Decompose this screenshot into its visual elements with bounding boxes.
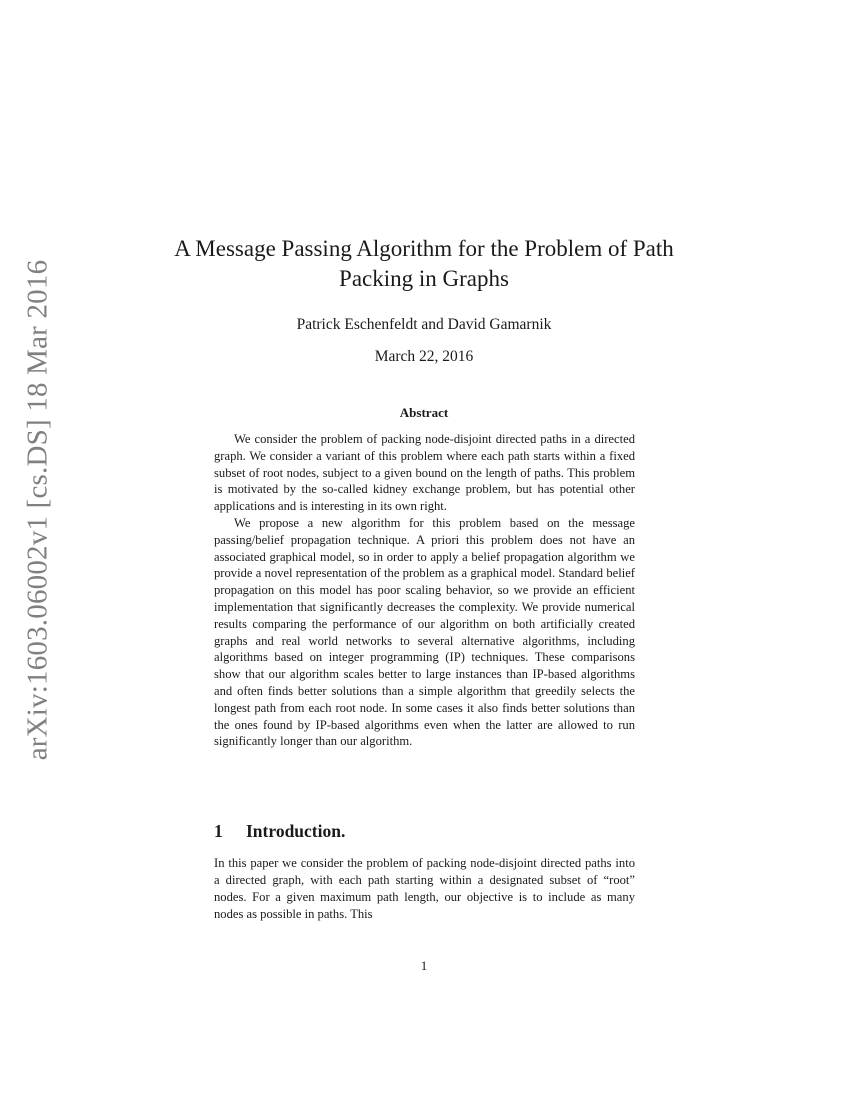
introduction-paragraph: In this paper we consider the problem of packing node-disjoint directed paths into a directed graph, with each path starting within a designated subset of “root” nodes. For a given maximum path length, our objective is to include as many nodes as possible in paths. This: [214, 856, 635, 921]
paper-title: A Message Passing Algorithm for the Problem of Path Packing in Graphs: [174, 236, 674, 291]
arxiv-identifier-text: arXiv:1603.06002v1 [cs.DS] 18 Mar 2016: [21, 259, 54, 761]
arxiv-identifier-stamp: [20, 259, 56, 761]
abstract-paragraph: We consider the problem of packing node-disjoint directed paths in a directed graph. We consider a variant of this problem where each path starts within a fixed subset of root nodes, subject to a given bound on the length of paths. This problem is motivated by the so-called kidney exchange problem, but has potential other applications and is interesting in its own right.: [214, 432, 635, 514]
section-number: 1: [214, 821, 223, 841]
abstract-paragraph: We propose a new algorithm for this problem based on the message passing/belief propagation technique. A priori this problem does not have an associated graphical model, so in order to apply a belief propagation algorithm we provide a novel representation of the problem as a graphical model. Standard belief propagation on this model has poor scaling behavior, so we provide an efficient implementation that significantly decreases the complexity. We provide numerical results comparing the performance of our algorithm on both artificially created graphs and real world networks to several alternative algorithms, including algorithms based on integer programming (IP) techniques. These comparisons show that our algorithm scales better to large instances than IP-based algorithms and often finds better solutions than a simple algorithm that greedily selects the longest path from each root node. In some cases it also finds better solutions than the ones found by IP-based algorithms even when the latter are allowed to run significantly longer than our algorithm.: [214, 515, 635, 749]
section-title: Introduction.: [246, 821, 346, 841]
paper-date: March 22, 2016: [374, 348, 474, 365]
abstract-heading: Abstract: [399, 405, 449, 420]
paper-authors: Patrick Eschenfeldt and David Gamarnik: [296, 316, 552, 333]
page-number: 1: [420, 958, 428, 973]
abstract-body: [214, 431, 635, 750]
section-heading-introduction: [214, 820, 345, 842]
